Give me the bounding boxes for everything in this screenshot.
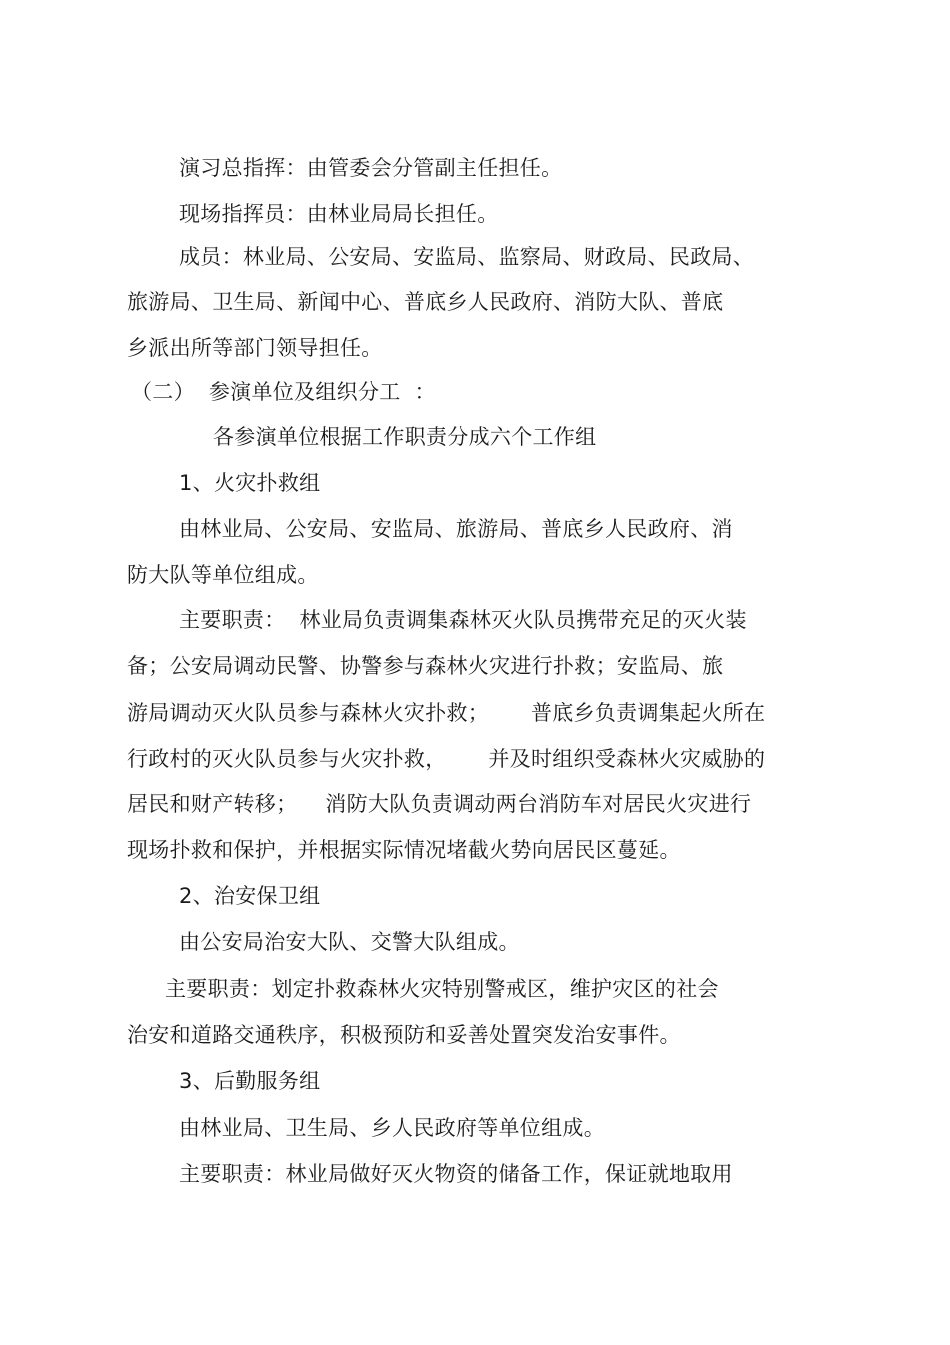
text-line: 主要职责： 林业局负责调集森林灭火队员携带充足的灭火装	[179, 608, 747, 632]
text-line: 现场指挥员：由林业局局长担任。	[179, 202, 499, 226]
text-line: 备；公安局调动民警、协警参与森林火灾进行扑救；安监局、旅	[127, 654, 724, 678]
text-line: 治安和道路交通秩序，积极预防和妥善处置突发治安事件。	[127, 1023, 681, 1047]
text-line: 演习总指挥：由管委会分管副主任担任。	[179, 156, 563, 180]
text-line: 由公安局治安大队、交警大队组成。	[179, 930, 520, 954]
text-line: 成员：林业局、公安局、安监局、监察局、财政局、民政局、	[179, 245, 755, 269]
subsection-heading: 3、后勤服务组	[179, 1069, 321, 1093]
section-heading: （二） 参演单位及组织分工 ：	[131, 380, 436, 404]
text-line: 行政村的灭火队员参与火灾扑救， 并及时组织受森林火灾威胁的	[127, 747, 766, 771]
text-line: 各参演单位根据工作职责分成六个工作组	[213, 425, 597, 449]
text-line: 游局调动灭火队员参与森林火灾扑救； 普底乡负责调集起火所在	[127, 701, 766, 725]
text-line: 主要职责：林业局做好灭火物资的储备工作，保证就地取用	[179, 1162, 733, 1186]
subsection-heading: 1、火灾扑救组	[179, 471, 321, 495]
text-line: 防大队等单位组成。	[127, 563, 319, 587]
text-line: 由林业局、卫生局、乡人民政府等单位组成。	[179, 1116, 605, 1140]
text-line: 现场扑救和保护，并根据实际情况堵截火势向居民区蔓延。	[127, 838, 681, 862]
text-line: 旅游局、卫生局、新闻中心、普底乡人民政府、消防大队、普底	[127, 290, 724, 314]
text-line: 由林业局、公安局、安监局、旅游局、普底乡人民政府、消	[179, 517, 733, 541]
text-line: 主要职责：划定扑救森林火灾特别警戒区，维护灾区的社会	[165, 977, 719, 1001]
subsection-heading: 2、治安保卫组	[179, 884, 321, 908]
text-line: 乡派出所等部门领导担任。	[127, 336, 383, 360]
text-line: 居民和财产转移； 消防大队负责调动两台消防车对居民火灾进行	[127, 792, 752, 816]
